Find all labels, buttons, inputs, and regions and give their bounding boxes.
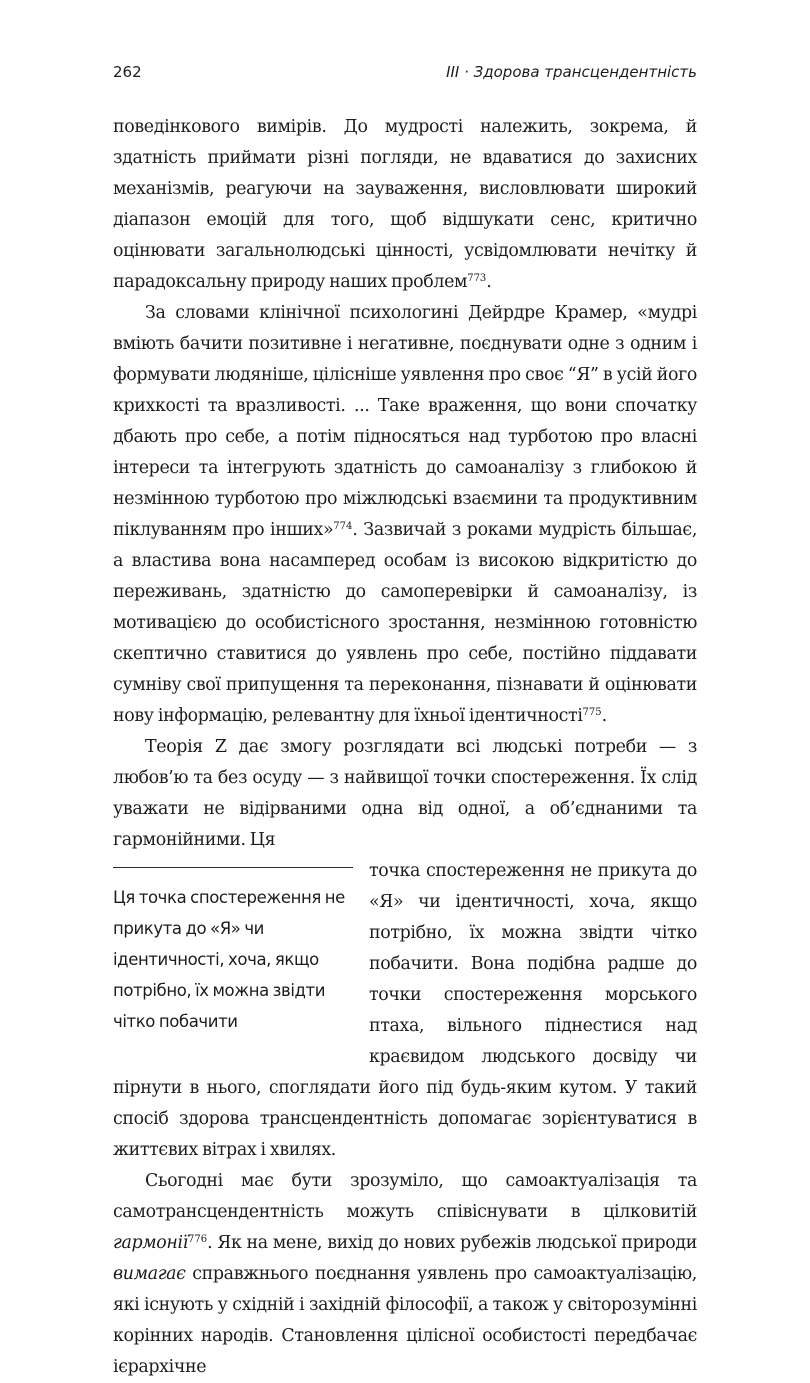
paragraph-4-text-1: Сьогодні має бути зрозуміло, що самоактуалізація та самотрансцендентність можуть співіснувати в цілковитій [113, 1171, 697, 1222]
footnote-ref-773: 773 [467, 273, 487, 284]
page-header [113, 63, 697, 89]
paragraph-4 [113, 1166, 697, 1383]
paragraph-2 [113, 298, 697, 732]
paragraph-3-lead: Теорія Z дає змогу розглядати всі людські потреби — з любов’ю та без осуду — з найвищої точки спостереження. Їх слід уважати не відірваними одна від одної, а об’єднаними та гармонійними. Ця [113, 737, 697, 850]
body-text [113, 112, 697, 1383]
paragraph-2-text-2: . Зазвичай з роками мудрість більшає, а властива вона насамперед особам із високою відкритістю до переживань, здатністю до самоперевірки й самоаналізу, із мотивацією до особистісного зростання, незмінною готовністю скептично ставитися до уявлень про себе, постійно піддавати сумніву свої припущення та переконання, пізнавати й оцінювати нову інформацію, релевантну для їхньої ідентичності [113, 520, 697, 726]
running-head: III · Здорова трансцендентність [446, 63, 697, 81]
footnote-ref-774: 774 [333, 521, 353, 532]
paragraph-4-text-3: справжнього поєднання уявлень про самоактуалізацію, які існують у східній і західній філософії, а також у світорозумінні корінних народів. Становлення цілісної особистості передбачає ієрархічне [113, 1264, 697, 1377]
emphasis-harmony: гармонії [113, 1233, 188, 1253]
paragraph-1 [113, 112, 697, 298]
paragraph-1-tail: . [486, 272, 492, 292]
paragraph-3 [113, 732, 697, 856]
page-number: 262 [113, 63, 142, 81]
paragraph-4-text-2: . Як на мене, вихід до нових рубежів людської природи [207, 1233, 697, 1253]
pull-quote: Ця точка спостереження не прикута до «Я» чи ідентичності, хоча, якщо потрібно, їх можна звідти чітко побачити [113, 867, 353, 1037]
paragraph-2-tail: . [601, 706, 607, 726]
footnote-ref-776: 776 [187, 1234, 208, 1245]
paragraph-2-text: За словами клінічної психологині Дейрдре Крамер, «мудрі вміють бачити позитивне і негативне, поєднувати одне з одним і формувати людяніше, цілісніше уявлення про своє “Я” в усій його крихкості та вразливості. ... Таке враження, що вони спочатку дбають про себе, а потім підносяться над турботою про власні інтереси та інтегрують здатність до самоаналізу з глибокою й незмінною турботою про міжлюдські взаємини та продуктивним піклуванням про інших» [113, 303, 697, 540]
paragraph-1-text: поведінкового вимірів. До мудрості належить, зокрема, й здатність приймати різні погляди, не вдаватися до захисних механізмів, реагуючи на зауваження, висловлювати широкий діапазон емоцій для того, щоб відшукати сенс, критично оцінювати загальнолюдські цінності, усвідомлювати нечітку й парадоксальну природу наших проблем [113, 117, 697, 292]
emphasis-requires: вимагає [113, 1264, 186, 1284]
paragraph-3-rest: точка спостереження не прикута до «Я» чи ідентичності, хоча, якщо потрібно, їх можна звідти чітко побачити. Вона подібна радше до точки спостереження морського птаха, вільного піднестися над краєвидом людського досвіду чи пірнути в нього, споглядати його під будь-яким кутом. У такий спосіб здорова трансцендентність допомагає зорієнтуватися в життєвих вітрах і хвилях. [113, 861, 697, 1160]
footnote-ref-775: 775 [582, 707, 602, 718]
